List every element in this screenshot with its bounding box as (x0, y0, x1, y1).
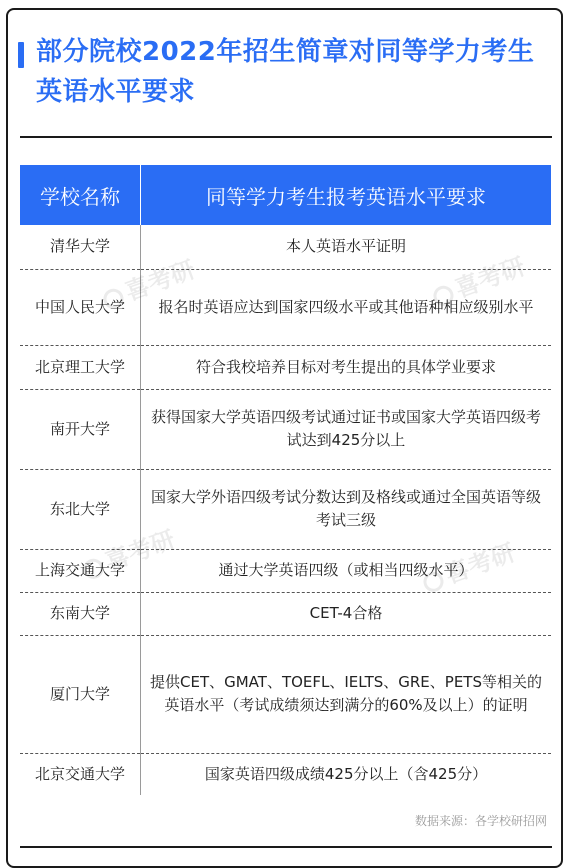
school-cell: 北京交通大学 (20, 753, 141, 795)
header-school: 学校名称 (20, 165, 141, 225)
school-cell: 厦门大学 (20, 635, 141, 753)
requirement-cell: 提供CET、GMAT、TOEFL、IELTS、GRE、PETS等相关的英语水平（考试成绩须达到满分的60%及以上）的证明 (141, 635, 552, 753)
table-row (20, 549, 551, 592)
bottom-divider (20, 846, 552, 848)
school-cell: 清华大学 (20, 225, 141, 269)
requirement-cell: 国家英语四级成绩425分以上（含425分） (204, 764, 488, 783)
table-header-row (20, 165, 551, 225)
requirement-cell: 获得国家大学英语四级考试通过证书或国家大学英语四级考试达到425分以上 (141, 389, 552, 469)
requirement-cell: 国家大学外语四级考试分数达到及格线或通过全国英语等级考试三级 (141, 469, 552, 549)
page-title: 部分院校2022年招生简章对同等学力考生英语水平要求 (36, 37, 535, 107)
requirement-cell: 通过大学英语四级（或相当四级水平） (141, 549, 552, 592)
header-requirement: 同等学力考生报考英语水平要求 (141, 165, 552, 225)
title-accent-bar (18, 42, 24, 68)
table-row (20, 269, 551, 345)
title-divider (20, 136, 552, 138)
table-row (20, 753, 551, 795)
table-row (20, 389, 551, 469)
requirement-cell: 报名时英语应达到国家四级水平或其他语种相应级别水平 (141, 269, 552, 345)
school-cell: 北京理工大学 (20, 345, 141, 389)
title-block (18, 32, 538, 112)
data-source-note: 数据来源：各学校研招网 (414, 814, 547, 828)
table-row (20, 592, 551, 635)
requirement-cell: 符合我校培养目标对考生提出的具体学业要求 (141, 345, 552, 389)
school-cell: 东南大学 (20, 592, 141, 635)
table-row (20, 225, 551, 269)
requirement-cell: CET-4合格 (141, 592, 552, 635)
table-row (20, 469, 551, 549)
school-cell: 上海交通大学 (20, 549, 141, 592)
table-row (20, 635, 551, 753)
school-cell: 南开大学 (20, 389, 141, 469)
requirements-table (20, 165, 551, 795)
table-row (20, 345, 551, 389)
school-cell: 中国人民大学 (20, 269, 141, 345)
requirement-cell: 本人英语水平证明 (141, 225, 552, 269)
school-cell: 东北大学 (20, 469, 141, 549)
